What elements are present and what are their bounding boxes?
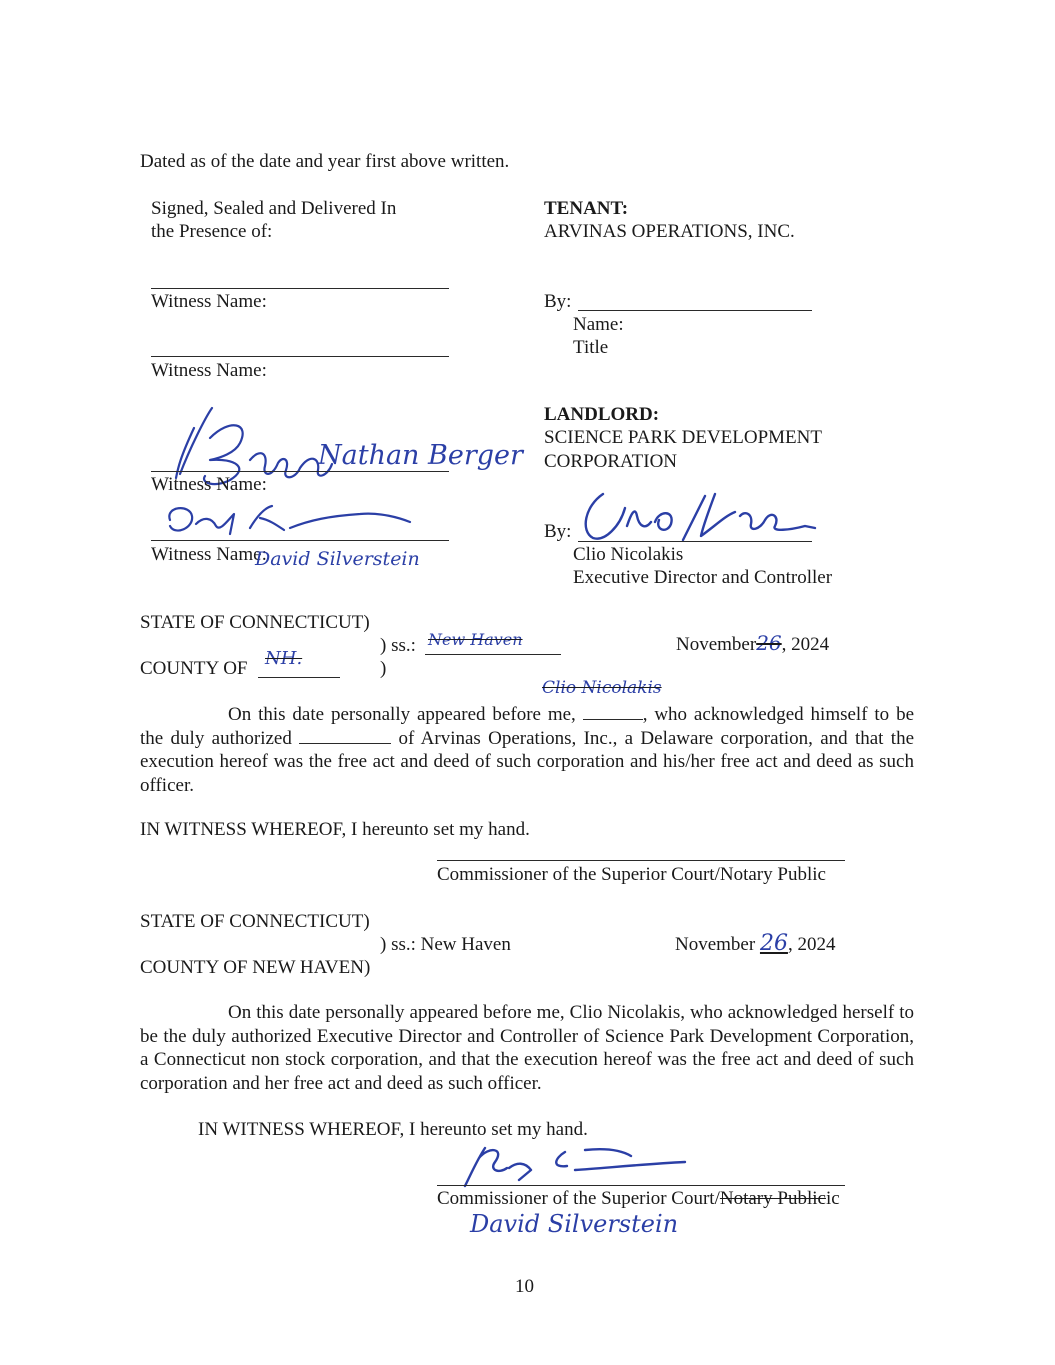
page-number: 10 [515,1276,534,1297]
dated-line: Dated as of the date and year first above written. [140,151,510,172]
notary1-date-day: 26 [756,631,782,655]
notary2-paragraph-text: On this date personally appeared before me, Clio Nicolakis, who acknowledged herself to be the duly authorized Executive Director and Controller of Science Park Development Corporation, a Connecticut non stock corporation, and that the execution hereof was the free act and deed of such corporation and her free act and deed as such officer. [140,1002,914,1094]
notary1-handwritten-above-blank: Clio Nicolakis [542,678,662,698]
witness-2-label: Witness Name: [151,360,267,381]
notary1-state-line: STATE OF CONNECTICUT) [140,612,370,633]
witness-3-label: Witness Name: [151,474,267,495]
notary1-paragraph [140,703,914,797]
notary1-date-suffix: , 2024 [781,634,830,655]
tenant-company: ARVINAS OPERATIONS, INC. [544,221,795,242]
witness-3-signature-line [151,471,449,472]
notary1-date [676,632,829,656]
notary1-title-blank [299,727,391,744]
notary1-witness-whereof: IN WITNESS WHEREOF, I hereunto set my hand. [140,819,530,840]
notary2-paragraph [140,1001,914,1095]
landlord-signer-name: Clio Nicolakis [573,544,684,565]
landlord-label: LANDLORD: [544,404,660,425]
landlord-by-label: By: [544,521,572,542]
notary2-date-suffix: , 2024 [787,934,836,955]
notary1-para-part2: , who acknowledged himself to be the duly authorized [140,704,915,749]
notary2-date-day: 26 [759,931,788,956]
notary2-commissioner-label [437,1187,840,1210]
witness-4-handwritten-name: David Silverstein [255,548,420,570]
witness-4-signature [160,498,420,544]
notary1-commissioner-line [437,860,845,861]
notary1-ss-label: ) ss.: [380,635,416,656]
witness-4-label: Witness Name: [151,544,267,565]
tenant-label: TENANT: [544,198,629,219]
witness-1-signature-line [151,288,449,289]
landlord-company-line2: CORPORATION [544,451,678,472]
witness-1-label: Witness Name: [151,291,267,312]
witness-3-handwritten-name: Nathan Berger [318,440,523,471]
notary2-commissioner-line [437,1185,845,1186]
landlord-signature [575,486,835,544]
witness-heading-line1: Signed, Sealed and Delivered In [151,198,397,219]
notary1-date-prefix: November [676,634,757,655]
landlord-signature-line [578,541,812,542]
landlord-signer-title: Executive Director and Controller [573,567,833,588]
notary2-commissioner-tail: ic [825,1188,840,1209]
notary1-name-blank [583,703,643,720]
notary2-ss-text: ) ss.: New Haven [380,934,511,955]
notary2-date-prefix: November [675,934,756,955]
notary1-ss-handwritten: New Haven [428,630,523,649]
tenant-by-label: By: [544,291,572,312]
tenant-signature-line [578,310,812,311]
notary1-para-part1: On this date personally appeared before me, [228,704,576,725]
landlord-company-line1: SCIENCE PARK DEVELOPMENT [544,427,822,448]
notary2-date [675,932,835,956]
notary2-commissioner-main: Commissioner of the Superior Court/ [437,1188,720,1209]
notary1-county-line [258,677,340,678]
notary1-county-handwritten: NH. [265,648,303,669]
witness-4-signature-line [151,540,449,541]
notary1-county-label: COUNTY OF [140,658,248,679]
witness-heading-line2: the Presence of: [151,221,273,242]
notary1-commissioner-label: Commissioner of the Superior Court/Notary Public [437,864,826,885]
tenant-title-label: Title [573,337,609,358]
notary1-county-close: ) [380,658,387,679]
notary2-state-line: STATE OF CONNECTICUT) [140,911,370,932]
notary1-ss-line [425,654,561,655]
notary2-witness-whereof: IN WITNESS WHEREOF, I hereunto set my hand. [198,1119,588,1140]
tenant-name-label: Name: [573,314,624,335]
notary2-commissioner-struck: Notary Public [719,1188,826,1209]
notary2-signature [455,1140,695,1190]
notary2-handwritten-name: David Silverstein [470,1210,679,1238]
notary1-para-part3: of Arvinas Operations, Inc., a Delaware corporation, and that the execution hereof was the free act and deed of such corporation and his/her free act and deed as such officer. [140,727,915,796]
witness-2-signature-line [151,356,449,357]
notary2-county-line: COUNTY OF NEW HAVEN) [140,957,371,978]
